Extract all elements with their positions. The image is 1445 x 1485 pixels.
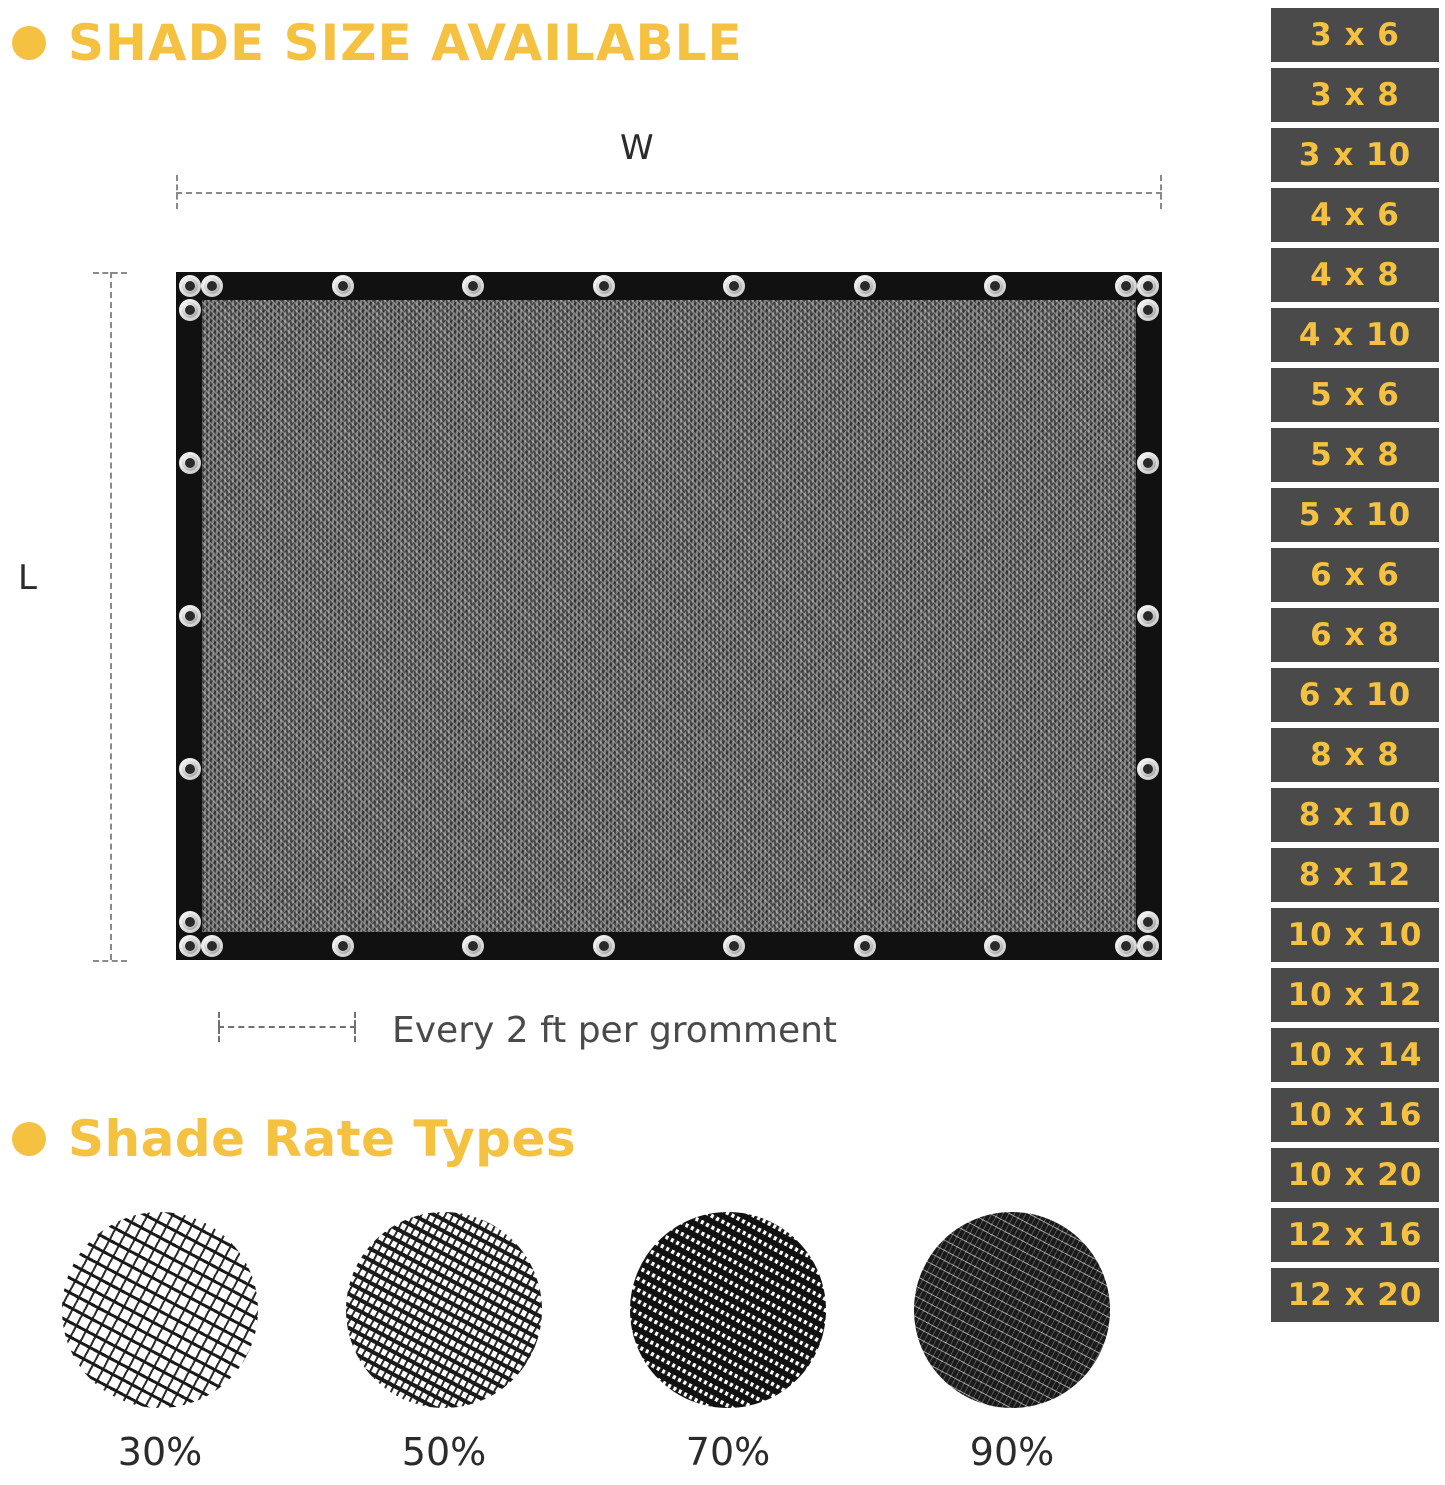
grommet-bottom — [462, 935, 484, 957]
grommet-left — [179, 605, 201, 627]
size-option[interactable]: 6 x 6 — [1271, 548, 1439, 602]
length-dimension-line — [110, 272, 112, 960]
page-title-label: SHADE SIZE AVAILABLE — [68, 14, 743, 72]
grommet-corner-top-left — [179, 275, 201, 297]
width-dimension-line — [176, 192, 1162, 194]
width-dimension-cap-left — [176, 175, 178, 209]
shade-rate-swatch-icon — [346, 1212, 542, 1408]
grommet-right — [1137, 911, 1159, 933]
width-dimension-cap-right — [1160, 175, 1162, 209]
size-option[interactable]: 10 x 10 — [1271, 908, 1439, 962]
size-option[interactable]: 3 x 8 — [1271, 68, 1439, 122]
grommet-top — [332, 275, 354, 297]
size-option[interactable]: 10 x 14 — [1271, 1028, 1439, 1082]
shade-rate-label: 70% — [685, 1430, 771, 1474]
size-option[interactable]: 12 x 16 — [1271, 1208, 1439, 1262]
size-option[interactable]: 4 x 8 — [1271, 248, 1439, 302]
grommet-right — [1137, 758, 1159, 780]
size-option[interactable]: 8 x 8 — [1271, 728, 1439, 782]
grommet-left — [179, 758, 201, 780]
grommet-spacing-note: Every 2 ft per gromment — [392, 1010, 838, 1051]
grommet-left — [179, 452, 201, 474]
shade-rate-label: 30% — [117, 1430, 203, 1474]
grommet-bottom — [593, 935, 615, 957]
grommet-left — [179, 911, 201, 933]
shade-rate-swatch-list — [60, 1212, 1200, 1474]
shade-size-list — [1271, 8, 1439, 1322]
size-option[interactable]: 10 x 20 — [1271, 1148, 1439, 1202]
shade-rate-item[interactable] — [344, 1212, 544, 1474]
grommet-bottom — [201, 935, 223, 957]
grommet-bottom — [854, 935, 876, 957]
width-dimension-label: W — [620, 128, 654, 168]
size-option[interactable]: 4 x 6 — [1271, 188, 1439, 242]
size-option[interactable]: 8 x 10 — [1271, 788, 1439, 842]
grommet-top — [854, 275, 876, 297]
size-option[interactable]: 12 x 20 — [1271, 1268, 1439, 1322]
grommet-top — [462, 275, 484, 297]
grommet-corner-bottom-left — [179, 935, 201, 957]
shade-cloth-illustration — [176, 272, 1162, 960]
grommet-corner-bottom-right — [1137, 935, 1159, 957]
grommet-left — [179, 299, 201, 321]
size-option[interactable]: 6 x 8 — [1271, 608, 1439, 662]
size-option[interactable]: 6 x 10 — [1271, 668, 1439, 722]
grommet-bottom — [1115, 935, 1137, 957]
shade-rate-item[interactable] — [60, 1212, 260, 1474]
grommet-spacing-cap-left — [218, 1012, 220, 1042]
shade-rate-item[interactable] — [912, 1212, 1112, 1474]
shade-rate-title-label: Shade Rate Types — [68, 1110, 577, 1168]
shade-rate-swatch-icon — [62, 1212, 258, 1408]
size-option[interactable]: 5 x 10 — [1271, 488, 1439, 542]
size-option[interactable]: 10 x 12 — [1271, 968, 1439, 1022]
grommet-spacing-line — [218, 1026, 356, 1028]
size-option[interactable]: 10 x 16 — [1271, 1088, 1439, 1142]
shade-rate-swatch-icon — [914, 1212, 1110, 1408]
grommet-top — [1115, 275, 1137, 297]
shade-rate-item[interactable] — [628, 1212, 828, 1474]
grommet-corner-top-right — [1137, 275, 1159, 297]
size-option[interactable]: 8 x 12 — [1271, 848, 1439, 902]
grommet-right — [1137, 299, 1159, 321]
length-dimension-label: L — [18, 558, 37, 598]
size-option[interactable]: 5 x 6 — [1271, 368, 1439, 422]
shade-rate-label: 90% — [969, 1430, 1055, 1474]
shade-rate-swatch-icon — [630, 1212, 826, 1408]
size-option[interactable]: 5 x 8 — [1271, 428, 1439, 482]
bullet-dot-icon — [12, 1122, 46, 1156]
length-dimension-cap-top — [93, 272, 127, 274]
grommet-spacing-cap-right — [354, 1012, 356, 1042]
grommet-bottom — [332, 935, 354, 957]
grommet-top — [201, 275, 223, 297]
size-option[interactable]: 3 x 10 — [1271, 128, 1439, 182]
size-option[interactable]: 4 x 10 — [1271, 308, 1439, 362]
size-option[interactable]: 3 x 6 — [1271, 8, 1439, 62]
grommet-right — [1137, 452, 1159, 474]
grommet-right — [1137, 605, 1159, 627]
length-dimension-cap-bottom — [93, 960, 127, 962]
shade-rate-title — [12, 1110, 576, 1168]
shade-cloth-mesh-texture — [202, 300, 1136, 932]
shade-rate-label: 50% — [401, 1430, 487, 1474]
grommet-top — [593, 275, 615, 297]
grommet-spacing-bracket — [218, 1012, 356, 1042]
